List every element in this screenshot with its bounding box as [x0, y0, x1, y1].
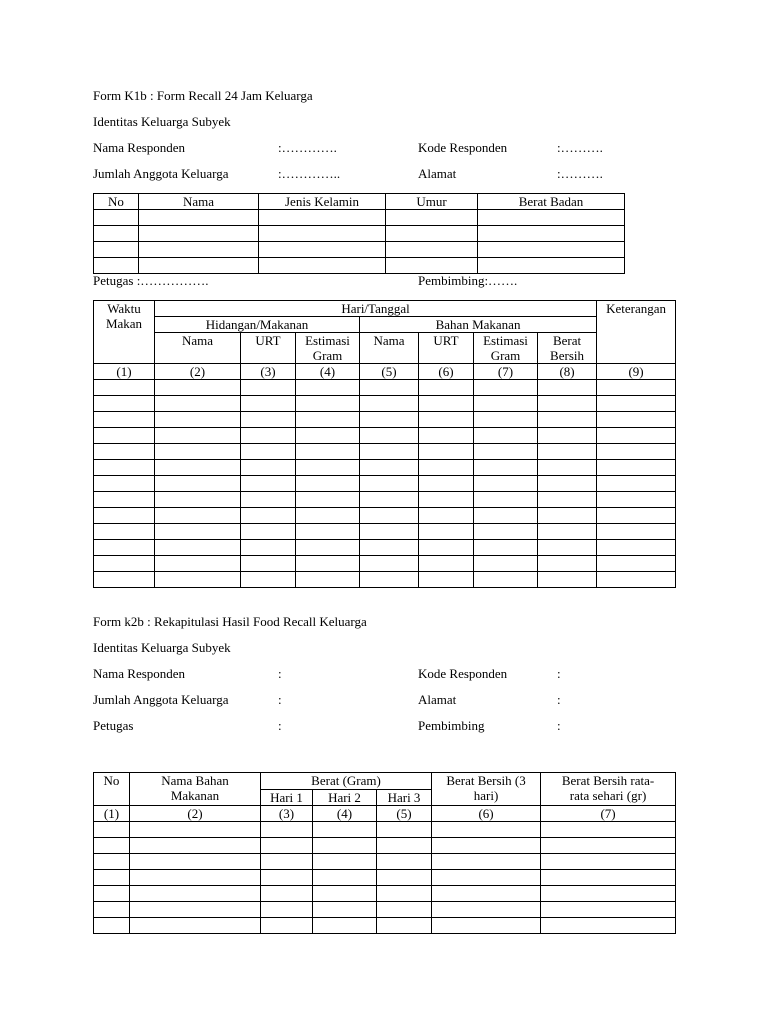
table-cell[interactable] [155, 540, 241, 556]
k2b-petugas-field[interactable]: : [278, 718, 282, 733]
table-row [94, 838, 676, 854]
table-cell[interactable] [538, 556, 597, 572]
table-cell[interactable] [538, 380, 597, 396]
member-table-body [94, 210, 625, 274]
recall-table-body [94, 380, 676, 588]
table-cell[interactable] [478, 210, 625, 226]
table-cell[interactable] [259, 258, 386, 274]
table-cell[interactable] [94, 870, 130, 886]
bersih3-line2: hari) [473, 788, 499, 803]
table-row [94, 476, 676, 492]
table-cell[interactable] [139, 210, 259, 226]
table-cell[interactable] [541, 838, 676, 854]
table-cell[interactable] [419, 380, 474, 396]
table-cell[interactable] [94, 396, 155, 412]
table-row [94, 572, 676, 588]
recap-colnum-6: (6) [432, 806, 541, 822]
table-row [94, 524, 676, 540]
table-cell[interactable] [360, 524, 419, 540]
table-cell[interactable] [259, 242, 386, 258]
waktu-line1: Waktu [107, 301, 141, 316]
k2b-nama-responden-label: Nama Responden [93, 666, 186, 681]
recap-colnum-4: (4) [313, 806, 377, 822]
recall-header-hidangan: Hidangan/Makanan [155, 317, 360, 333]
recall-header-bahan: Bahan Makanan [360, 317, 597, 333]
recap-header-berat-bersih-3-hari [432, 773, 541, 806]
table-cell[interactable] [419, 460, 474, 476]
table-cell[interactable] [597, 444, 676, 460]
table-cell[interactable] [386, 258, 478, 274]
table-cell[interactable] [419, 508, 474, 524]
table-cell[interactable] [597, 396, 676, 412]
k1b-jumlah-anggota-label: Jumlah Anggota Keluarga [93, 166, 229, 181]
k1b-kode-responden-label: Kode Responden [418, 140, 508, 155]
table-cell[interactable] [360, 412, 419, 428]
table-cell[interactable] [94, 460, 155, 476]
table-cell[interactable] [419, 444, 474, 460]
k1b-alamat-label: Alamat [418, 166, 457, 181]
k1b-nama-responden-label: Nama Responden [93, 140, 186, 155]
table-cell[interactable] [432, 838, 541, 854]
table-cell[interactable] [155, 492, 241, 508]
table-cell[interactable] [139, 258, 259, 274]
table-cell[interactable] [241, 396, 296, 412]
table-cell[interactable] [474, 508, 538, 524]
recap-header-berat-gram: Berat (Gram) [261, 773, 432, 790]
table-cell[interactable] [296, 540, 360, 556]
table-cell[interactable] [541, 854, 676, 870]
table-cell[interactable] [94, 838, 130, 854]
table-cell[interactable] [94, 572, 155, 588]
estimasi2-line2: Gram [490, 348, 521, 363]
table-cell[interactable] [360, 460, 419, 476]
table-cell[interactable] [241, 476, 296, 492]
table-cell[interactable] [360, 556, 419, 572]
table-cell[interactable] [155, 428, 241, 444]
table-cell[interactable] [432, 902, 541, 918]
table-cell[interactable] [94, 540, 155, 556]
table-cell[interactable] [94, 822, 130, 838]
table-cell[interactable] [241, 412, 296, 428]
table-cell[interactable] [597, 492, 676, 508]
k2b-alamat-field[interactable]: : [557, 692, 561, 707]
table-cell[interactable] [296, 444, 360, 460]
table-cell[interactable] [296, 396, 360, 412]
table-cell[interactable] [130, 918, 261, 934]
table-row [94, 540, 676, 556]
table-cell[interactable] [139, 242, 259, 258]
waktu-line2: Makan [105, 316, 143, 331]
recap-header-no: No [94, 773, 130, 806]
table-cell[interactable] [478, 226, 625, 242]
table-cell[interactable] [419, 492, 474, 508]
table-cell[interactable] [261, 870, 313, 886]
k2b-jumlah-anggota-label: Jumlah Anggota Keluarga [93, 692, 229, 707]
table-row [94, 918, 676, 934]
table-cell[interactable] [296, 380, 360, 396]
recall-header-estimasi-bahan [474, 333, 538, 364]
k2b-kode-responden-label: Kode Responden [418, 666, 508, 681]
table-cell[interactable] [313, 822, 377, 838]
table-cell[interactable] [474, 444, 538, 460]
recall-colnum-3: (3) [241, 364, 296, 380]
table-cell[interactable] [541, 886, 676, 902]
k2b-petugas-label: Petugas [93, 718, 134, 733]
table-cell[interactable] [313, 886, 377, 902]
k1b-identity-heading: Identitas Keluarga Subyek [93, 114, 231, 129]
table-cell[interactable] [474, 412, 538, 428]
recall-colnum-2: (2) [155, 364, 241, 380]
table-cell[interactable] [597, 380, 676, 396]
table-cell[interactable] [155, 396, 241, 412]
table-cell[interactable] [94, 444, 155, 460]
table-cell[interactable] [94, 854, 130, 870]
recall-header-berat-bersih [538, 333, 597, 364]
table-cell[interactable] [241, 428, 296, 444]
table-cell[interactable] [261, 886, 313, 902]
table-cell[interactable] [386, 210, 478, 226]
member-header-jenis-kelamin: Jenis Kelamin [259, 194, 386, 210]
recap-header-nama-bahan [130, 773, 261, 806]
recall-colnum-7: (7) [474, 364, 538, 380]
table-cell[interactable] [419, 572, 474, 588]
table-row [94, 258, 625, 274]
table-row [94, 428, 676, 444]
table-cell[interactable] [94, 412, 155, 428]
table-row [94, 380, 676, 396]
table-cell[interactable] [538, 428, 597, 444]
table-cell[interactable] [241, 380, 296, 396]
recall-header-waktu-makan [94, 301, 155, 364]
table-cell[interactable] [360, 380, 419, 396]
rata-line1: Berat Bersih rata- [561, 773, 655, 788]
member-header-nama: Nama [139, 194, 259, 210]
berat-line2: Bersih [550, 348, 584, 363]
table-cell[interactable] [377, 854, 432, 870]
nama-bahan-line2: Makanan [170, 788, 220, 803]
recap-colnum-7: (7) [541, 806, 676, 822]
table-cell[interactable] [94, 476, 155, 492]
table-cell[interactable] [360, 444, 419, 460]
bersih3-line1: Berat Bersih (3 [446, 773, 526, 788]
berat-line1: Berat [552, 333, 582, 348]
table-cell[interactable] [432, 822, 541, 838]
recap-header-hari-2: Hari 2 [313, 789, 377, 806]
recall-header-estimasi-hidangan [296, 333, 360, 364]
recap-colnum-2: (2) [130, 806, 261, 822]
table-cell[interactable] [94, 508, 155, 524]
k2b-identity-heading: Identitas Keluarga Subyek [93, 640, 231, 655]
table-cell[interactable] [94, 210, 139, 226]
table-cell[interactable] [313, 838, 377, 854]
table-cell[interactable] [538, 476, 597, 492]
table-cell[interactable] [261, 918, 313, 934]
table-cell[interactable] [360, 508, 419, 524]
table-row [94, 902, 676, 918]
table-row [94, 870, 676, 886]
table-cell[interactable] [241, 508, 296, 524]
table-cell[interactable] [241, 460, 296, 476]
table-cell[interactable] [474, 556, 538, 572]
table-cell[interactable] [296, 412, 360, 428]
table-cell[interactable] [597, 412, 676, 428]
table-cell[interactable] [597, 556, 676, 572]
table-cell[interactable] [597, 540, 676, 556]
table-cell[interactable] [419, 556, 474, 572]
table-cell[interactable] [296, 508, 360, 524]
table-cell[interactable] [432, 854, 541, 870]
k2b-kode-responden-field[interactable]: : [557, 666, 561, 681]
table-cell[interactable] [155, 380, 241, 396]
table-cell[interactable] [474, 428, 538, 444]
table-cell[interactable] [155, 508, 241, 524]
table-cell[interactable] [155, 444, 241, 460]
table-cell[interactable] [419, 428, 474, 444]
table-cell[interactable] [597, 460, 676, 476]
table-cell[interactable] [130, 870, 261, 886]
table-cell[interactable] [360, 540, 419, 556]
table-cell[interactable] [130, 838, 261, 854]
k2b-alamat-label: Alamat [418, 692, 457, 707]
recap-colnum-5: (5) [377, 806, 432, 822]
table-cell[interactable] [261, 822, 313, 838]
table-cell[interactable] [241, 540, 296, 556]
table-cell[interactable] [377, 918, 432, 934]
table-cell[interactable] [541, 918, 676, 934]
table-cell[interactable] [241, 492, 296, 508]
table-cell[interactable] [155, 412, 241, 428]
k1b-nama-responden-field[interactable]: :…………. [278, 140, 337, 155]
table-cell[interactable] [259, 226, 386, 242]
table-cell[interactable] [155, 460, 241, 476]
table-cell[interactable] [296, 492, 360, 508]
recall-header-hari-tanggal: Hari/Tanggal [155, 301, 597, 317]
recap-header-rata-rata [541, 773, 676, 806]
rata-line2: rata sehari (gr) [569, 788, 647, 803]
table-cell[interactable] [538, 524, 597, 540]
table-cell[interactable] [597, 476, 676, 492]
table-cell[interactable] [94, 428, 155, 444]
estimasi2-line1: Estimasi [483, 333, 528, 348]
table-row [94, 396, 676, 412]
table-row [94, 492, 676, 508]
table-cell[interactable] [597, 508, 676, 524]
table-cell[interactable] [474, 476, 538, 492]
table-cell[interactable] [541, 902, 676, 918]
table-cell[interactable] [94, 258, 139, 274]
table-cell[interactable] [538, 508, 597, 524]
table-cell[interactable] [377, 838, 432, 854]
table-cell[interactable] [541, 870, 676, 886]
table-cell[interactable] [296, 460, 360, 476]
k2b-pembimbing-field[interactable]: : [557, 718, 561, 733]
table-cell[interactable] [377, 822, 432, 838]
table-row [94, 226, 625, 242]
table-cell[interactable] [419, 412, 474, 428]
k1b-kode-responden-field[interactable]: :………. [557, 140, 603, 155]
table-cell[interactable] [377, 886, 432, 902]
table-cell[interactable] [386, 226, 478, 242]
table-cell[interactable] [474, 572, 538, 588]
table-cell[interactable] [94, 492, 155, 508]
table-cell[interactable] [360, 476, 419, 492]
table-cell[interactable] [155, 524, 241, 540]
table-row [94, 854, 676, 870]
table-cell[interactable] [94, 242, 139, 258]
table-cell[interactable] [94, 226, 139, 242]
table-cell[interactable] [296, 476, 360, 492]
table-cell[interactable] [474, 460, 538, 476]
table-row [94, 210, 625, 226]
table-cell[interactable] [419, 540, 474, 556]
table-cell[interactable] [541, 822, 676, 838]
table-cell[interactable] [130, 886, 261, 902]
table-cell[interactable] [241, 556, 296, 572]
k2b-nama-responden-field[interactable]: : [278, 666, 282, 681]
table-cell[interactable] [419, 396, 474, 412]
table-cell[interactable] [538, 492, 597, 508]
table-cell[interactable] [94, 902, 130, 918]
table-row [94, 886, 676, 902]
table-cell[interactable] [377, 902, 432, 918]
recall-colnum-4: (4) [296, 364, 360, 380]
k1b-alamat-field[interactable]: :………. [557, 166, 603, 181]
table-cell[interactable] [538, 396, 597, 412]
table-cell[interactable] [474, 396, 538, 412]
table-cell[interactable] [94, 380, 155, 396]
recap-table-body [94, 822, 676, 934]
table-cell[interactable] [432, 886, 541, 902]
k1b-form-title: Form K1b : Form Recall 24 Jam Keluarga [93, 88, 313, 103]
table-cell[interactable] [360, 428, 419, 444]
table-cell[interactable] [360, 492, 419, 508]
table-cell[interactable] [432, 918, 541, 934]
table-cell[interactable] [296, 524, 360, 540]
table-cell[interactable] [474, 380, 538, 396]
recall-header-urt-hidangan: URT [241, 333, 296, 364]
member-header-no: No [94, 194, 139, 210]
table-cell[interactable] [538, 460, 597, 476]
table-cell[interactable] [94, 918, 130, 934]
k2b-pembimbing-label: Pembimbing [418, 718, 485, 733]
table-cell[interactable] [478, 242, 625, 258]
table-cell[interactable] [597, 524, 676, 540]
table-cell[interactable] [296, 556, 360, 572]
table-cell[interactable] [432, 870, 541, 886]
recap-header-hari-3: Hari 3 [377, 789, 432, 806]
table-cell[interactable] [130, 854, 261, 870]
table-cell[interactable] [296, 572, 360, 588]
table-cell[interactable] [538, 412, 597, 428]
table-cell[interactable] [259, 210, 386, 226]
table-cell[interactable] [313, 854, 377, 870]
table-row [94, 444, 676, 460]
table-cell[interactable] [419, 476, 474, 492]
estimasi1-line1: Estimasi [305, 333, 350, 348]
table-cell[interactable] [360, 572, 419, 588]
recap-colnum-3: (3) [261, 806, 313, 822]
recap-header-hari-1: Hari 1 [261, 789, 313, 806]
recap-colnum-1: (1) [94, 806, 130, 822]
table-row [94, 822, 676, 838]
table-cell[interactable] [377, 870, 432, 886]
recall-colnum-1: (1) [94, 364, 155, 380]
table-row [94, 508, 676, 524]
table-cell[interactable] [241, 524, 296, 540]
recall-colnum-9: (9) [597, 364, 676, 380]
table-cell[interactable] [94, 556, 155, 572]
table-cell[interactable] [130, 822, 261, 838]
k1b-recall-table [93, 300, 676, 588]
k1b-member-table [93, 193, 625, 274]
table-row [94, 242, 625, 258]
table-row [94, 460, 676, 476]
table-cell[interactable] [261, 902, 313, 918]
table-cell[interactable] [155, 556, 241, 572]
recall-header-keterangan: Keterangan [597, 301, 676, 364]
table-cell[interactable] [597, 428, 676, 444]
k1b-jumlah-anggota-field[interactable]: :………….. [278, 166, 341, 181]
table-cell[interactable] [474, 492, 538, 508]
table-cell[interactable] [130, 902, 261, 918]
k2b-recap-table [93, 772, 676, 934]
table-cell[interactable] [597, 572, 676, 588]
k1b-pembimbing-field[interactable]: Pembimbing:……. [418, 273, 518, 288]
table-cell[interactable] [474, 540, 538, 556]
k2b-form-title: Form k2b : Rekapitulasi Hasil Food Recall Keluarga [93, 614, 367, 629]
table-cell[interactable] [241, 444, 296, 460]
table-cell[interactable] [474, 524, 538, 540]
table-cell[interactable] [155, 476, 241, 492]
table-cell[interactable] [155, 572, 241, 588]
table-row [94, 412, 676, 428]
member-header-berat-badan: Berat Badan [478, 194, 625, 210]
table-cell[interactable] [313, 870, 377, 886]
table-cell[interactable] [261, 854, 313, 870]
table-cell[interactable] [139, 226, 259, 242]
table-cell[interactable] [296, 428, 360, 444]
recall-colnum-8: (8) [538, 364, 597, 380]
table-cell[interactable] [538, 572, 597, 588]
nama-bahan-line1: Nama Bahan [161, 773, 229, 788]
k2b-jumlah-anggota-field[interactable]: : [278, 692, 282, 707]
table-cell[interactable] [386, 242, 478, 258]
table-row [94, 556, 676, 572]
recall-header-nama-bahan: Nama [360, 333, 419, 364]
table-cell[interactable] [419, 524, 474, 540]
k1b-petugas-field[interactable]: Petugas :……………. [93, 273, 209, 288]
recall-colnum-5: (5) [360, 364, 419, 380]
recall-header-nama-hidangan: Nama [155, 333, 241, 364]
table-cell[interactable] [313, 918, 377, 934]
table-cell[interactable] [94, 886, 130, 902]
table-cell[interactable] [360, 396, 419, 412]
member-header-umur: Umur [386, 194, 478, 210]
table-cell[interactable] [261, 838, 313, 854]
estimasi1-line2: Gram [312, 348, 343, 363]
table-cell[interactable] [538, 444, 597, 460]
recall-colnum-6: (6) [419, 364, 474, 380]
table-cell[interactable] [241, 572, 296, 588]
table-cell[interactable] [313, 902, 377, 918]
table-cell[interactable] [538, 540, 597, 556]
table-cell[interactable] [94, 524, 155, 540]
table-cell[interactable] [478, 258, 625, 274]
recall-header-urt-bahan: URT [419, 333, 474, 364]
